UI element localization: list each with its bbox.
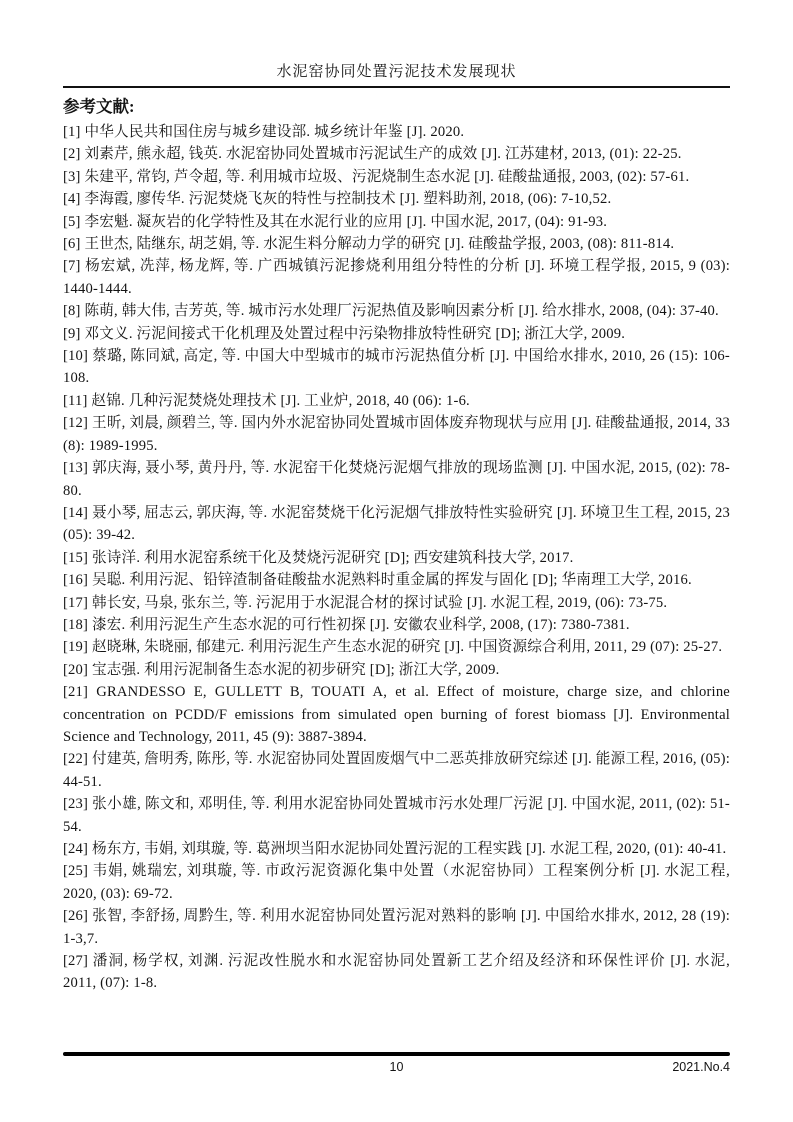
header-rule (63, 86, 730, 88)
reference-item-17: [17] 韩长安, 马泉, 张东兰, 等. 污泥用于水泥混合材的探讨试验 [J]. 水泥工程, 2019, (06): 73-75. (63, 594, 668, 611)
reference-item-8: [8] 陈萌, 韩大伟, 吉芳英, 等. 城市污水处理厂污泥热值及影响因素分析 [J]. 给水排水, 2008, (04): 37-40. (63, 303, 719, 320)
reference-item-10: [10] 蔡璐, 陈同斌, 高定, 等. 中国大中型城市的城市污泥热值分析 [J]. 中国给水排水, 2010, 26 (15): 106-108. (63, 348, 730, 387)
issue-number: 2021.No.4 (672, 1060, 730, 1074)
page-content (63, 0, 730, 995)
reference-item-14: [14] 聂小琴, 屈志云, 郭庆海, 等. 水泥窑焚烧干化污泥烟气排放特性实验研究 [J]. 环境卫生工程, 2015, 23 (05): 39-42. (63, 504, 730, 544)
reference-item-9: [9] 邓文义. 污泥间接式干化机理及处置过程中污染物排放特性研究 [D]; 浙江大学, 2009. (63, 325, 626, 342)
reference-item-24: [24] 杨东方, 韦娟, 刘琪璇, 等. 葛洲坝当阳水泥协同处置污泥的工程实践 [J]. 水泥工程, 2020, (01): 40-41. (63, 841, 727, 857)
references-list (63, 121, 730, 995)
reference-item-3: [3] 朱建平, 常钧, 芦令超, 等. 利用城市垃圾、污泥烧制生态水泥 [J]. 硅酸盐通报, 2003, (02): 57-61. (63, 168, 690, 185)
reference-item-26: [26] 张智, 李舒扬, 周黔生, 等. 利用水泥窑协同处置污泥对熟料的影响 [J]. 中国给水排水, 2012, 28 (19): 1-3,7. (63, 908, 730, 947)
reference-item-6: [6] 王世杰, 陆继东, 胡芝娟, 等. 水泥生料分解动力学的研究 [J]. 硅酸盐学报, 2003, (08): 811-814. (63, 236, 675, 253)
footer-row (63, 1058, 730, 1076)
references-heading: 参考文献: (63, 97, 135, 116)
reference-item-13: [13] 郭庆海, 聂小琴, 黄丹丹, 等. 水泥窑干化焚烧污泥烟气排放的现场监测 [J]. 中国水泥, 2015, (02): 78-80. (63, 460, 730, 499)
reference-item-25: [25] 韦娟, 姚瑞宏, 刘琪璇, 等. 市政污泥资源化集中处置（水泥窑协同）工程案例分析 [J]. 水泥工程, 2020, (03): 69-72. (63, 863, 730, 902)
reference-item-27: [27] 潘洞, 杨学权, 刘渊. 污泥改性脱水和水泥窑协同处置新工艺介绍及经济和环保性评价 [J]. 水泥, 2011, (07): 1-8. (63, 953, 730, 992)
running-title: 水泥窑协同处置污泥技术发展现状 (276, 64, 517, 80)
reference-item-20: [20] 宝志强. 利用污泥制备生态水泥的初步研究 [D]; 浙江大学, 2009. (63, 661, 500, 678)
reference-item-11: [11] 赵锦. 几种污泥焚烧处理技术 [J]. 工业炉, 2018, 40 (06): 1-6. (63, 392, 470, 409)
reference-item-4: [4] 李海霞, 廖传华. 污泥焚烧飞灰的特性与控制技术 [J]. 塑料助剂, 2018, (06): 7-10,52. (63, 191, 612, 208)
reference-item-23: [23] 张小雄, 陈文和, 邓明佳, 等. 利用水泥窑协同处置城市污水处理厂污泥 [J]. 中国水泥, 2011, (02): 51-54. (63, 796, 730, 835)
reference-item-2: [2] 刘素芹, 熊永超, 钱英. 水泥窑协同处置城市污泥试生产的成效 [J]. 江苏建材, 2013, (01): 22-25. (63, 146, 682, 163)
page-footer (63, 1052, 730, 1076)
reference-item-5: [5] 李宏魁. 凝灰岩的化学特性及其在水泥行业的应用 [J]. 中国水泥, 2017, (04): 91-93. (63, 213, 608, 230)
reference-item-16: [16] 吴聪. 利用污泥、铅锌渣制备硅酸盐水泥熟料时重金属的挥发与固化 [D]; 华南理工大学, 2016. (63, 572, 692, 589)
reference-item-1: [1] 中华人民共和国住房与城乡建设部. 城乡统计年鉴 [J]. 2020. (63, 124, 465, 140)
reference-item-12: [12] 王昕, 刘晨, 颜碧兰, 等. 国内外水泥窑协同处置城市固体废弃物现状与应用 [J]. 硅酸盐通报, 2014, 33 (8): 1989-1995. (63, 415, 730, 454)
reference-item-15: [15] 张诗洋. 利用水泥窑系统干化及焚烧污泥研究 [D]; 西安建筑科技大学, 2017. (63, 549, 574, 566)
reference-item-21: [21] GRANDESSO E, GULLETT B, TOUATI A, et al. Effect of moisture, charge size, and chlorine concentration on PCDD/F emissions from simulated open burning of forest biomass [J]. Environmental Science and Technology, 2011, 45 (9): 3887-3894. (63, 684, 730, 745)
reference-item-7: [7] 杨宏斌, 冼萍, 杨龙辉, 等. 广西城镇污泥掺烧利用组分特性的分析 [J]. 环境工程学报, 2015, 9 (03): 1440-1444. (63, 258, 730, 297)
page-number: 10 (389, 1060, 404, 1074)
reference-item-18: [18] 漆宏. 利用污泥生产生态水泥的可行性初探 [J]. 安徽农业科学, 2008, (17): 7380-7381. (63, 616, 630, 633)
footer-rule (63, 1052, 730, 1056)
reference-item-19: [19] 赵晓琳, 朱晓丽, 郁建元. 利用污泥生产生态水泥的研究 [J]. 中国资源综合利用, 2011, 29 (07): 25-27. (63, 639, 723, 656)
reference-item-22: [22] 付建英, 詹明秀, 陈彤, 等. 水泥窑协同处置固废烟气中二恶英排放研究综述 [J]. 能源工程, 2016, (05): 44-51. (63, 751, 730, 790)
